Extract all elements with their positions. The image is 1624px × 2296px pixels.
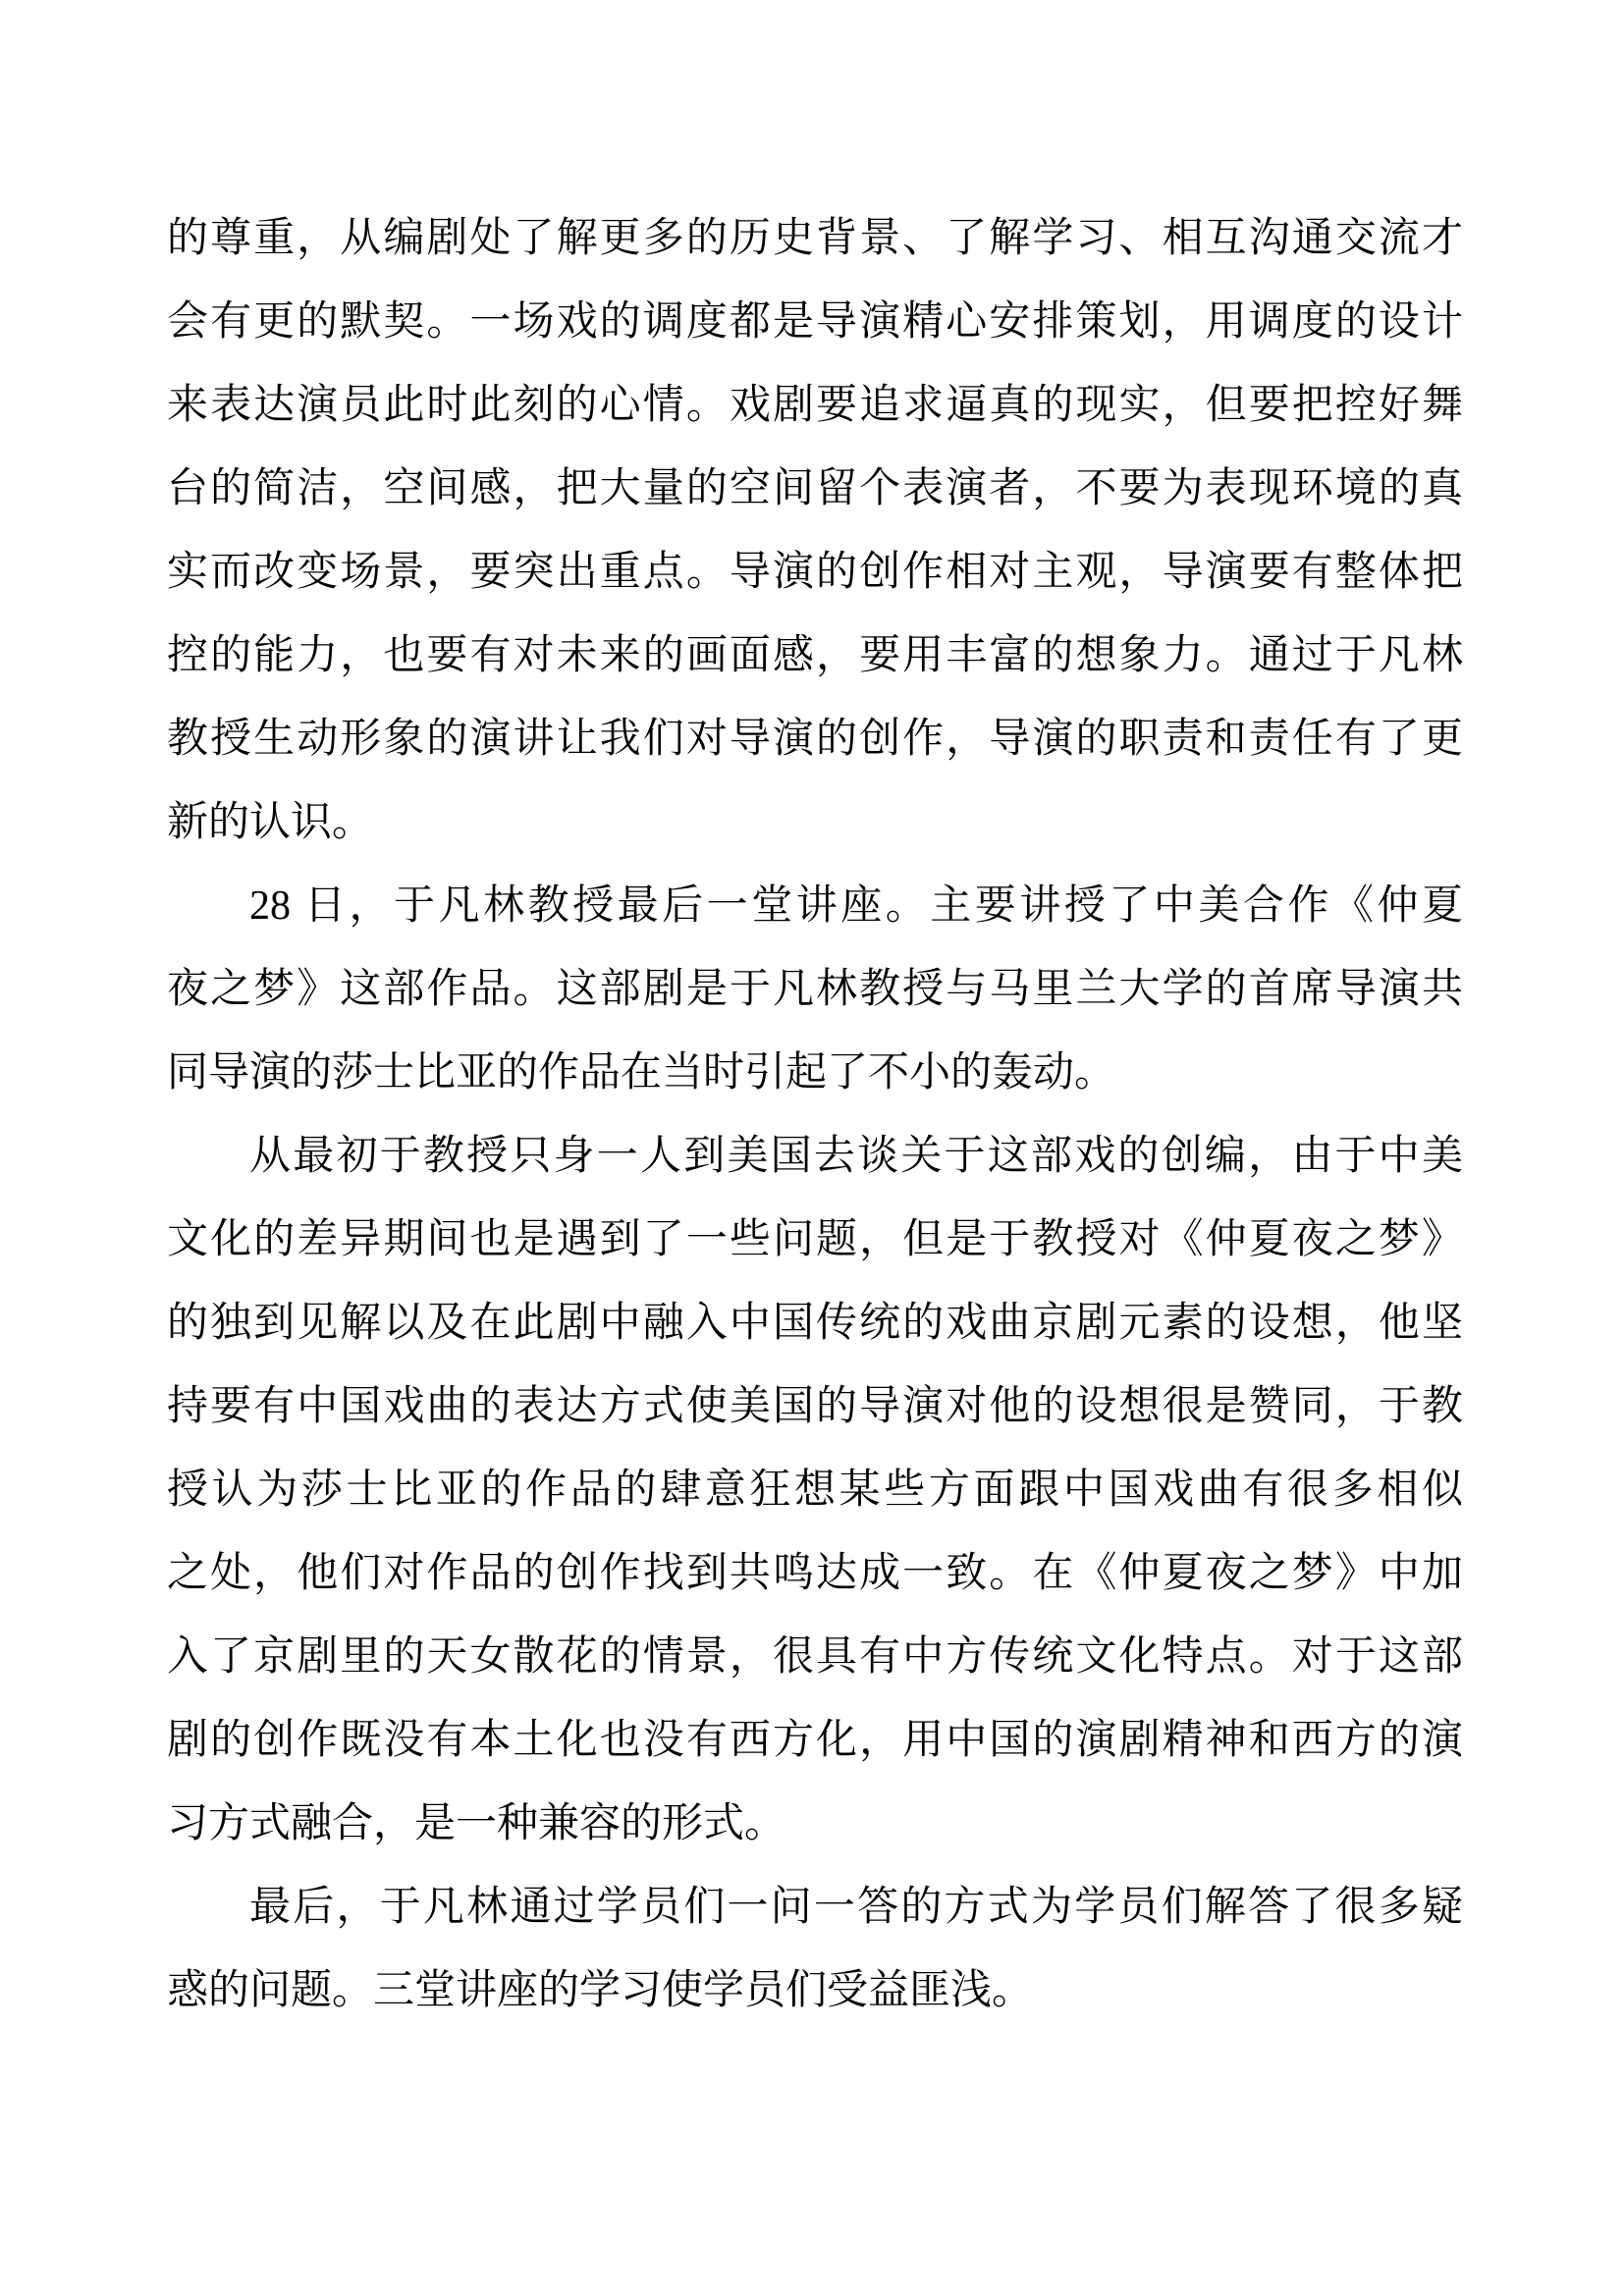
- text-line: 之处，他们对作品的创作找到共鸣达成一致。在《仲夏夜之梦》中加: [167, 1551, 1463, 1596]
- text-line: 会有更的默契。一场戏的调度都是导演精心安排策划，用调度的设计: [167, 299, 1463, 345]
- text-line: 持要有中国戏曲的表达方式使美国的导演对他的设想很是赞同，于教: [167, 1384, 1463, 1429]
- text-line: 文化的差异期间也是遇到了一些问题，但是于教授对《仲夏夜之梦》: [167, 1217, 1463, 1262]
- text-line: 28 日，于凡林教授最后一堂讲座。主要讲授了中美合作《仲夏: [249, 883, 1463, 929]
- text-line: 同导演的莎士比亚的作品在当时引起了不小的轰动。: [167, 1050, 1116, 1095]
- text-line: 惑的问题。三堂讲座的学习使学员们受益匪浅。: [167, 1968, 1034, 2013]
- text-line: 夜之梦》这部作品。这部剧是于凡林教授与马里兰大学的首席导演共: [167, 967, 1463, 1012]
- text-line: 控的能力，也要有对未来的画面感，要用丰富的想象力。通过于凡林: [167, 633, 1463, 678]
- text-line: 台的简洁，空间感，把大量的空间留个表演者，不要为表现环境的真: [167, 466, 1463, 511]
- text-line: 从最初于教授只身一人到美国去谈关于这部戏的创编，由于中美: [249, 1134, 1463, 1179]
- text-line: 的独到见解以及在此剧中融入中国传统的戏曲京剧元素的设想，他坚: [167, 1301, 1463, 1346]
- text-body: [167, 197, 1463, 2033]
- text-line: 习方式融合，是一种兼容的形式。: [167, 1801, 786, 1846]
- text-line: 授认为莎士比亚的作品的肆意狂想某些方面跟中国戏曲有很多相似: [167, 1468, 1463, 1513]
- text-line: 最后，于凡林通过学员们一问一答的方式为学员们解答了很多疑: [249, 1885, 1463, 1930]
- text-line: 剧的创作既没有本土化也没有西方化，用中国的演剧精神和西方的演: [167, 1718, 1463, 1763]
- text-line: 新的认识。: [167, 800, 374, 845]
- text-line: 入了京剧里的天女散花的情景，很具有中方传统文化特点。对于这部: [167, 1634, 1463, 1680]
- text-line: 实而改变场景，要突出重点。导演的创作相对主观，导演要有整体把: [167, 550, 1463, 595]
- text-line: 教授生动形象的演讲让我们对导演的创作，导演的职责和责任有了更: [167, 717, 1463, 762]
- text-line: 的尊重，从编剧处了解更多的历史背景、了解学习、相互沟通交流才: [167, 216, 1463, 261]
- text-line: 来表达演员此时此刻的心情。戏剧要追求逼真的现实，但要把控好舞: [167, 383, 1463, 428]
